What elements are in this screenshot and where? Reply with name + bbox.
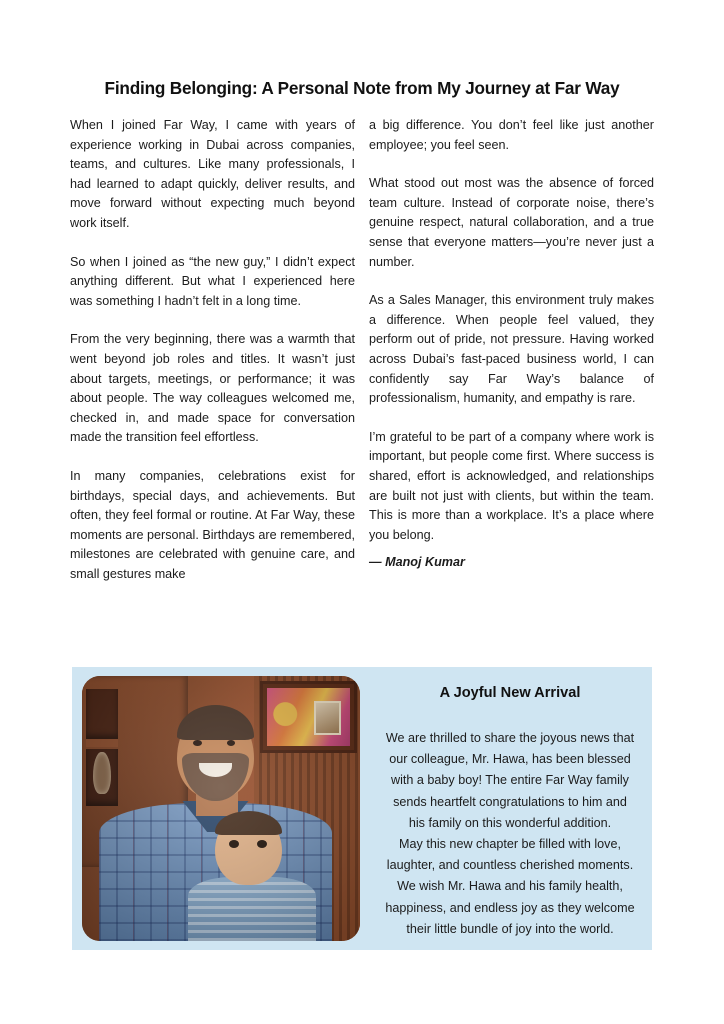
left-column bbox=[70, 116, 355, 603]
right-column bbox=[369, 116, 654, 592]
announcement-line: our colleague, Mr. Hawa, has been blessed bbox=[389, 752, 631, 767]
photo-vignette bbox=[82, 676, 360, 941]
article-body bbox=[70, 116, 654, 646]
paragraph: From the very beginning, there was a warmth that went beyond job roles and titles. It wasn’t just about targets, meetings, or performance; it was about people. The way colleagues welcomed me, checked in, and made space for conversation made the transition feel effortless. bbox=[70, 332, 355, 445]
announcement-line: with a baby boy! The entire Far Way family bbox=[391, 773, 629, 788]
paragraph: When I joined Far Way, I came with years of experience working in Dubai across companies, teams, and cultures. Like many professionals, I had learned to adapt quickly, deliver results, and move forward without expecting much beyond work itself. bbox=[70, 118, 355, 230]
announcement-line: sends heartfelt congratulations to him and bbox=[393, 794, 627, 809]
announcement-heading: A Joyful New Arrival bbox=[439, 685, 581, 701]
announcement-line: their little bundle of joy into the world. bbox=[406, 921, 614, 936]
paragraph: a big difference. You don’t feel like just another employee; you feel seen. bbox=[369, 118, 654, 152]
announcement-line: laughter, and countless cherished moments. bbox=[386, 858, 634, 873]
announcement-line: happiness, and endless joy as they welcome bbox=[385, 900, 635, 915]
paragraph: What stood out most was the absence of forced team culture. Instead of corporate noise, there’s genuine respect, natural collaboration, and a true sense that everyone matters—you’re never just a number. bbox=[369, 176, 654, 269]
announcement-line: May this new chapter be filled with love, bbox=[399, 837, 621, 852]
announcement-photo bbox=[82, 676, 360, 941]
page-title: Finding Belonging: A Personal Note from My Journey at Far Way bbox=[104, 77, 620, 98]
author-signature: — Manoj Kumar bbox=[369, 555, 465, 570]
announcement-line: We wish Mr. Hawa and his family health, bbox=[397, 879, 623, 894]
announcement-message bbox=[364, 728, 656, 940]
announcement-line: We are thrilled to share the joyous news that bbox=[385, 731, 635, 745]
announcement-text-area bbox=[368, 667, 652, 950]
paragraph: As a Sales Manager, this environment truly makes a difference. When people feel valued, they perform out of pride, not pressure. Having worked across Dubai’s fast-paced business world, I can confidently say Far Way’s balance of professionalism, humanity, and empathy is rare. bbox=[369, 293, 654, 406]
paragraph: I’m grateful to be part of a company where work is important, but people come first. Where success is shared, effort is acknowledged, and relationships are built not just with clients, but within the team. This is more than a workplace. It’s a place where you belong. bbox=[369, 429, 654, 542]
announcement-line: his family on this wonderful addition. bbox=[408, 815, 612, 830]
paragraph: So when I joined as “the new guy,” I didn’t expect anything different. But what I experienced here was something I hadn’t felt in a long time. bbox=[70, 254, 355, 308]
announcement-panel bbox=[72, 667, 652, 950]
paragraph: In many companies, celebrations exist for birthdays, special days, and achievements. But often, they feel formal or routine. At Far Way, these moments are personal. Birthdays are remembered, milestones are celebrated with genuine care, and small gestures make bbox=[70, 468, 355, 581]
